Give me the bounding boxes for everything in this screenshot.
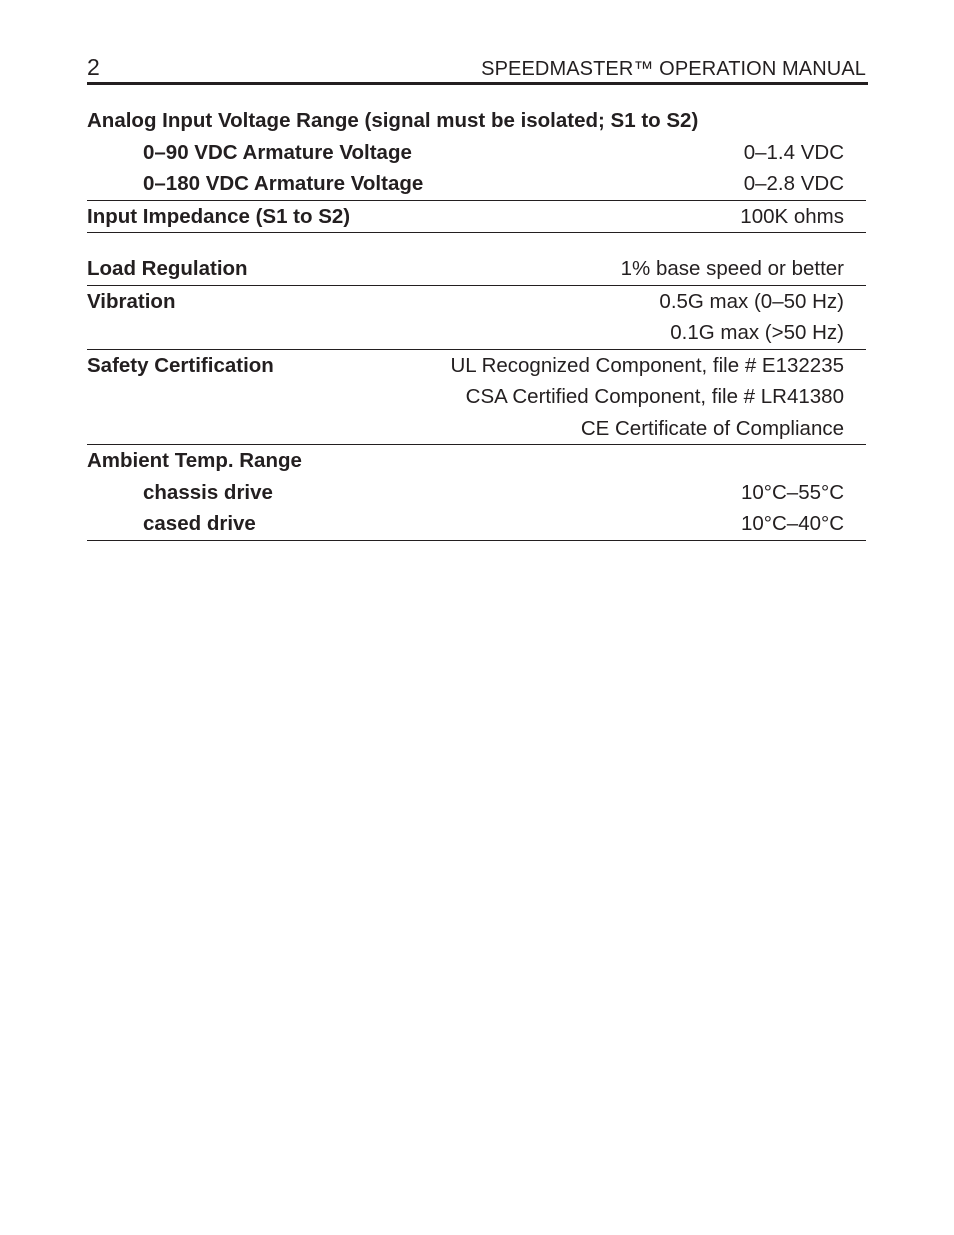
spec-row-cased-drive xyxy=(87,508,866,541)
spec-label: cased drive xyxy=(143,512,256,535)
page-header xyxy=(87,50,868,85)
spec-value: UL Recognized Component, file # E132235 xyxy=(450,353,844,377)
spec-row-vibration xyxy=(87,286,866,318)
spec-label: Ambient Temp. Range xyxy=(87,449,302,472)
spec-label: Load Regulation xyxy=(87,257,248,280)
spec-label: Input Impedance (S1 to S2) xyxy=(87,204,351,228)
spec-value: 10°C–55°C xyxy=(740,480,844,504)
running-title: SPEEDMASTER™ OPERATION MANUAL xyxy=(481,58,866,80)
spec-row-safety-cont xyxy=(87,413,866,446)
page-number: 2 xyxy=(87,54,100,80)
spec-value: CSA Certified Component, file # LR41380 xyxy=(465,385,844,408)
spec-value: 10°C–40°C xyxy=(740,512,844,535)
spec-label: 0–180 VDC Armature Voltage xyxy=(143,172,424,195)
spec-row-input-impedance xyxy=(87,201,866,234)
spec-value: 0–2.8 VDC xyxy=(743,172,844,195)
spec-label: Vibration xyxy=(87,289,176,313)
spec-row-chassis-drive xyxy=(87,477,866,509)
spec-row-analog-input xyxy=(87,105,866,137)
spec-value: 0.5G max (0–50 Hz) xyxy=(659,289,844,313)
spec-value: 100K ohms xyxy=(740,204,844,228)
spec-label: Safety Certification xyxy=(87,353,274,377)
spec-label: chassis drive xyxy=(143,480,273,504)
spec-label: 0–90 VDC Armature Voltage xyxy=(143,140,412,164)
spec-label: Analog Input Voltage Range (signal must be isolated; S1 to S2) xyxy=(87,109,699,132)
spec-row-load-regulation xyxy=(87,253,866,286)
specifications-table xyxy=(87,105,866,541)
spec-row-vibration-cont xyxy=(87,317,866,350)
section-gap xyxy=(87,233,866,253)
spec-value: CE Certificate of Compliance xyxy=(580,416,844,440)
spec-row-ambient-temp xyxy=(87,445,866,477)
spec-value: 1% base speed or better xyxy=(620,257,844,280)
spec-row-safety-certification xyxy=(87,350,866,382)
spec-row-safety-cont xyxy=(87,381,866,413)
spec-row-180vdc xyxy=(87,168,866,201)
spec-value: 0–1.4 VDC xyxy=(743,140,844,164)
spec-value: 0.1G max (>50 Hz) xyxy=(670,321,844,344)
spec-row-90vdc xyxy=(87,137,866,169)
